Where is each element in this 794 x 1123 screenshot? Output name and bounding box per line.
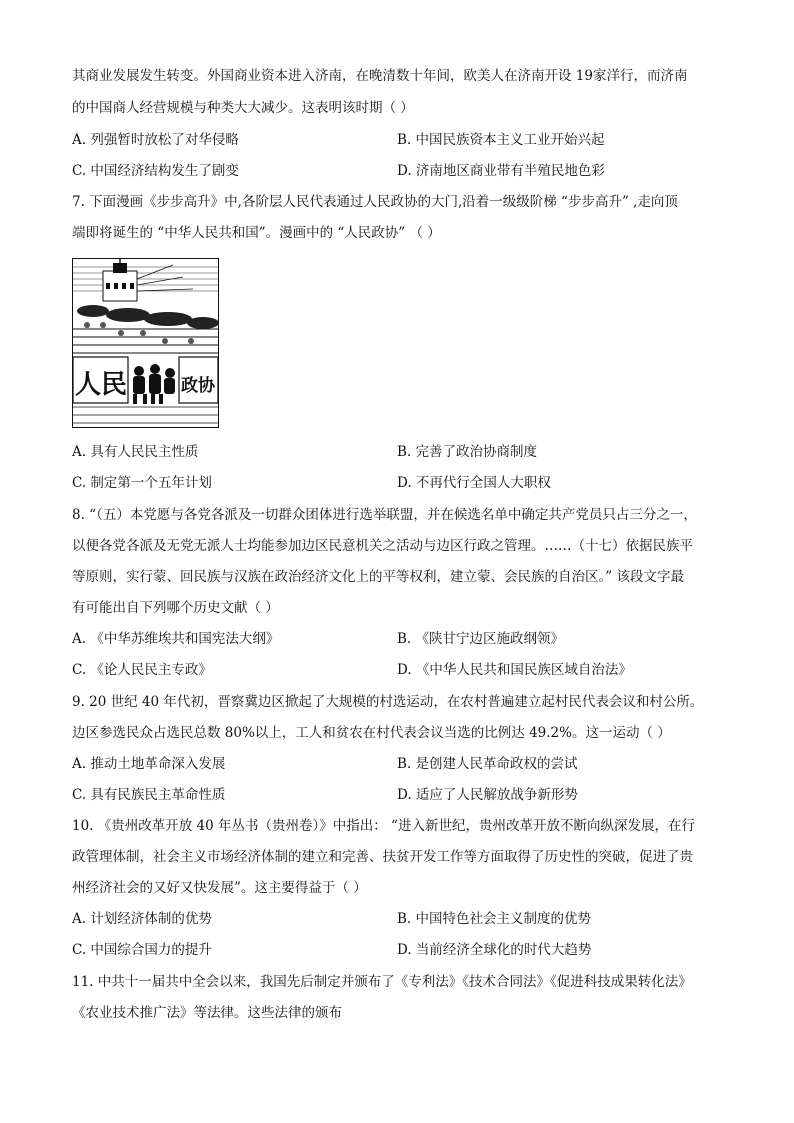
cartoon-figure	[72, 258, 219, 428]
q7-option-a: A. 具有人民民主性质	[72, 444, 199, 460]
cartoon-label-renmin: 人民	[75, 370, 128, 400]
q8-option-d: D. 《中华人民共和国民族区域自治法》	[397, 662, 632, 678]
q9-option-b: B. 是创建人民革命政权的尝试	[397, 756, 578, 772]
q8-stem-line-2: 以便各党各派及无党无派人士均能参加边区民意机关之活动与边区行政之管理。……（十七）依据民族平	[72, 538, 693, 554]
q8-stem-line-4: 有可能出自下列哪个历史文献（ ）	[72, 600, 279, 616]
q8-option-c: C. 《论人民民主专政》	[72, 662, 212, 678]
q8-option-a: A. 《中华苏维埃共和国宪法大纲》	[72, 631, 280, 647]
q9-stem-line-1: 9. 20 世纪 40 年代初，晋察冀边区掀起了大规模的村选运动，在农村普遍建立起村民代表会议和村公所。	[72, 694, 704, 710]
q6-stem-line-1: 其商业发展发生转变。外国商业资本进入济南，在晚清数十年间，欧美人在济南开设 19家洋行，而济南	[72, 68, 688, 84]
q7-option-b: B. 完善了政治协商制度	[397, 444, 538, 460]
q6-option-a: A. 列强暂时放松了对华侵略	[72, 132, 239, 148]
q7-option-d: D. 不再代行全国人大职权	[397, 475, 551, 491]
q6-stem-line-2: 的中国商人经营规模与种类大大减少。这表明该时期（ ）	[72, 100, 414, 116]
q6-option-b: B. 中国民族资本主义工业开始兴起	[397, 132, 605, 148]
q10-option-c: C. 中国综合国力的提升	[72, 942, 212, 958]
q10-option-d: D. 当前经济全球化的时代大趋势	[397, 942, 592, 958]
q7-option-c: C. 制定第一个五年计划	[72, 475, 212, 491]
q9-option-a: A. 推动土地革命深入发展	[72, 756, 226, 772]
q10-option-b: B. 中国特色社会主义制度的优势	[397, 911, 592, 927]
q6-option-d: D. 济南地区商业带有半殖民地色彩	[397, 163, 605, 179]
q10-option-a: A. 计划经济体制的优势	[72, 911, 212, 927]
q8-option-b: B. 《陕甘宁边区施政纲领》	[397, 631, 565, 647]
q9-stem-line-2: 边区参选民众占选民总数 80%以上，工人和贫农在村代表会议当选的比例达 49.2%。这一运动（ ）	[72, 725, 671, 741]
q10-stem-line-2: 政管理体制，社会主义市场经济体制的建立和完善、扶贫开发工作等方面取得了历史性的突破，促进了贵	[72, 849, 693, 865]
q11-stem-line-1: 11. 中共十一届共中全会以来，我国先后制定并颁布了《专利法》《技术合同法》《促进科技成果转化法》	[72, 974, 692, 990]
q6-option-c: C. 中国经济结构发生了剧变	[72, 163, 239, 179]
q7-stem-line-2: 端即将诞生的 “中华人民共和国”。漫画中的 “人民政协” （ ）	[72, 225, 441, 241]
q7-stem-line-1: 7. 下面漫画《步步高升》中,各阶层人民代表通过人民政协的大门,沿着一级级阶梯 “步步高升” ,走向顶	[72, 194, 678, 210]
q10-stem-line-1: 10. 《贵州改革开放 40 年丛书（贵州卷）》中指出： “进入新世纪，贵州改革开放不断向纵深发展，在行	[72, 818, 695, 834]
q9-option-d: D. 适应了人民解放战争新形势	[397, 787, 578, 803]
cartoon-label-zhengxie: 政协	[181, 376, 215, 396]
q10-stem-line-3: 州经济社会的又好又快发展”。这主要得益于（ ）	[72, 880, 367, 896]
q8-stem-line-3: 等原则，实行蒙、回民族与汉族在政治经济文化上的平等权利，建立蒙、会民族的自治区。” 该段文字最	[72, 569, 684, 585]
cartoon-illustration	[73, 259, 218, 427]
q8-stem-line-1: 8. “（五）本党愿与各党各派及一切群众团体进行选举联盟，并在候选名单中确定共产党员只占三分之一，	[72, 507, 697, 523]
q11-stem-line-2: 《农业技术推广法》等法律。这些法律的颁布	[72, 1005, 342, 1021]
q9-option-c: C. 具有民族民主革命性质	[72, 787, 226, 803]
